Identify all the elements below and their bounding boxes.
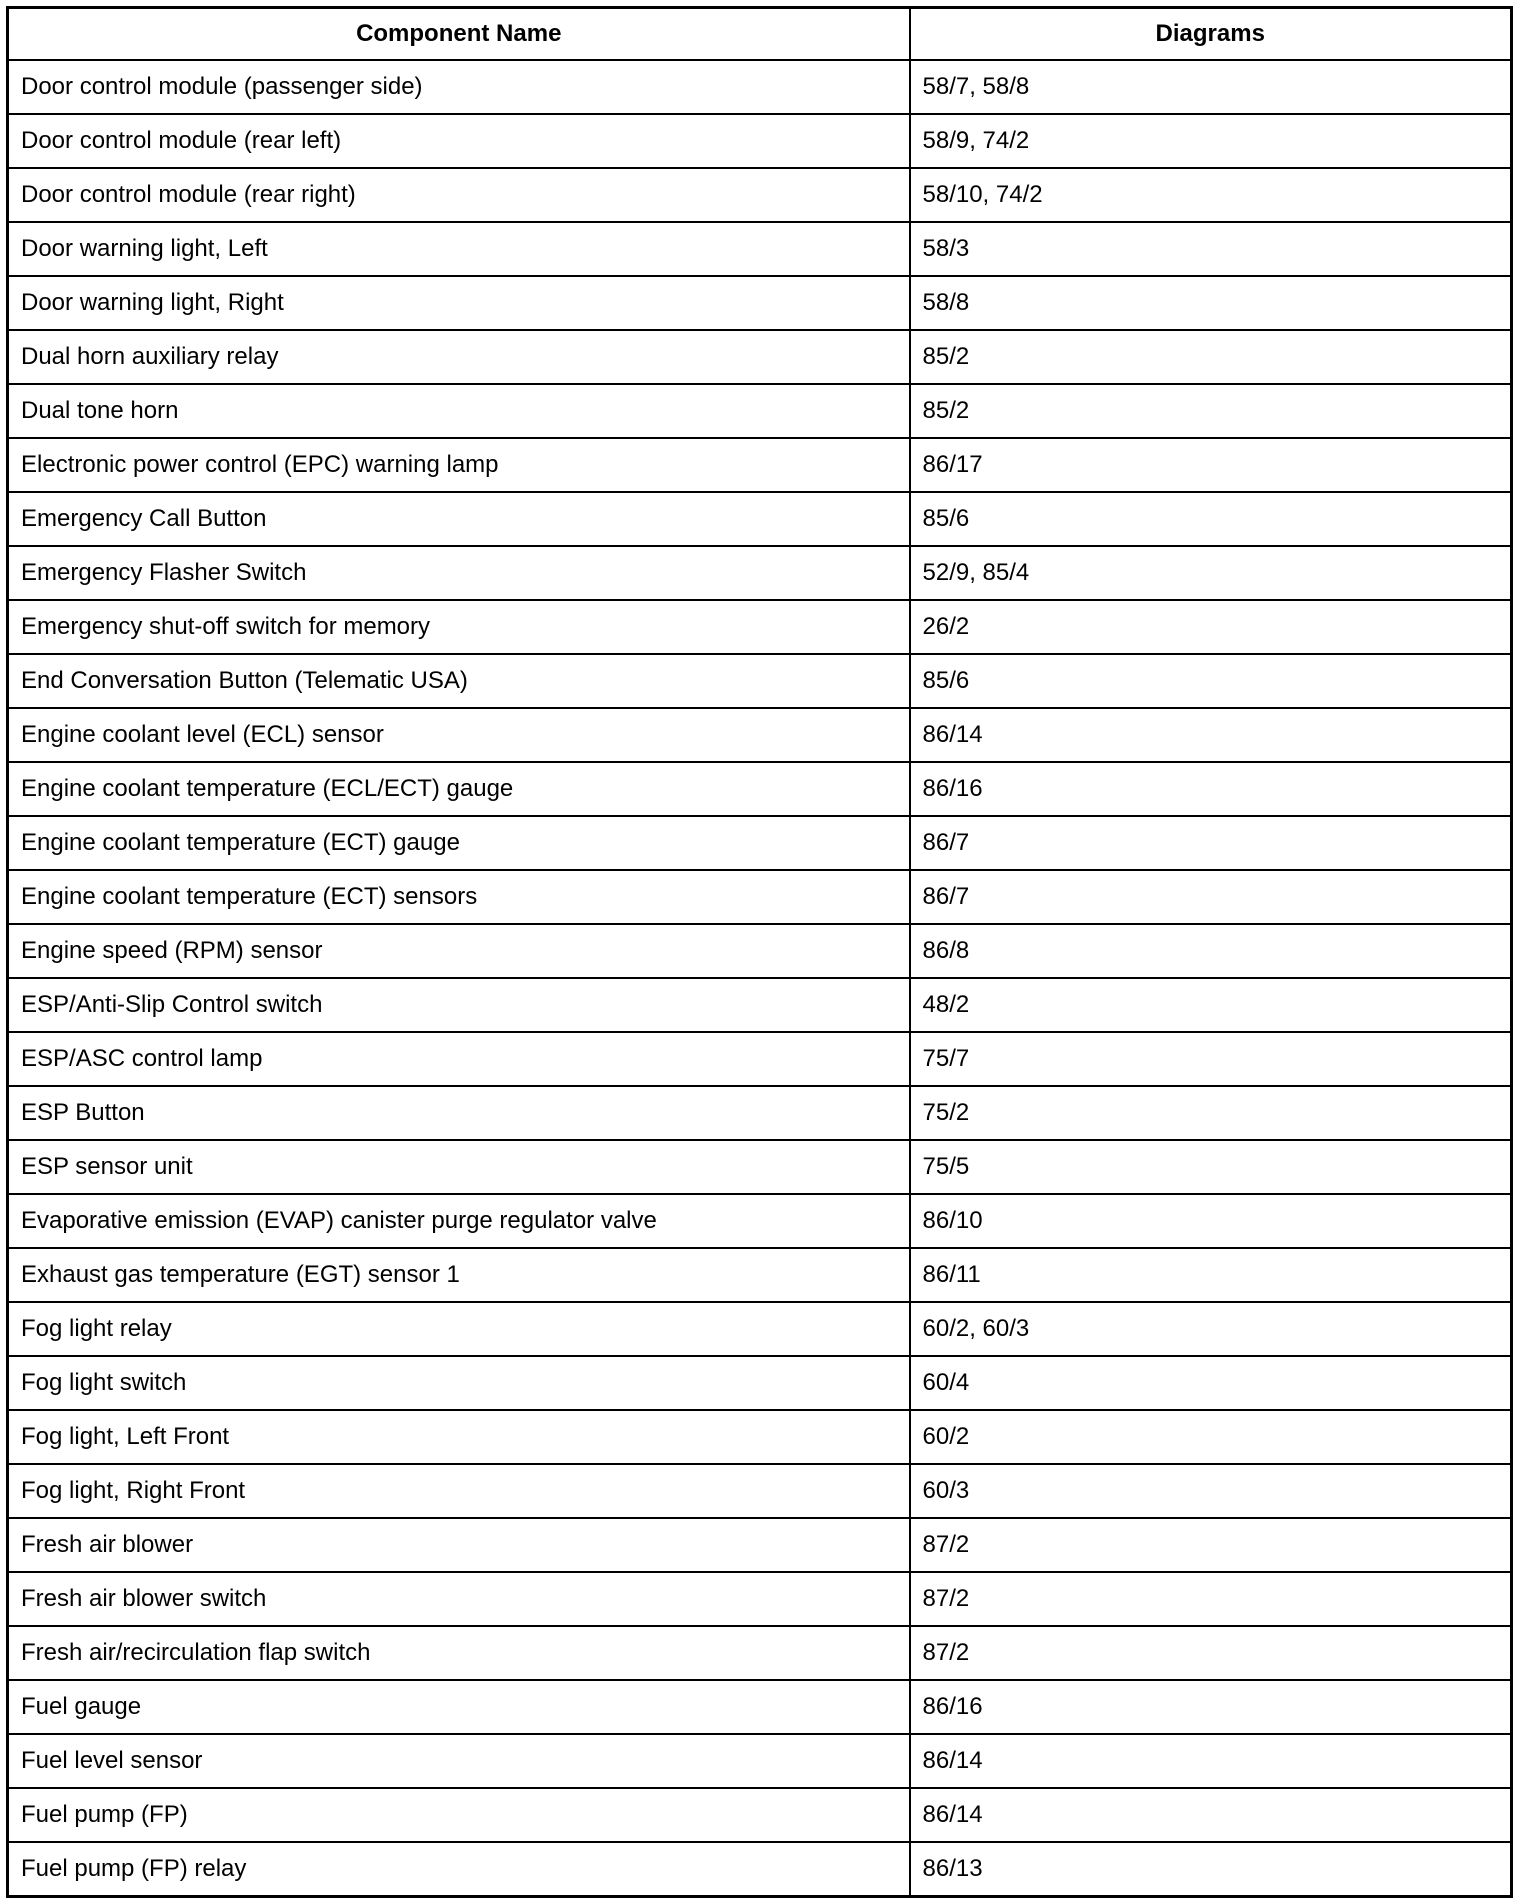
component-name-cell: Fog light relay: [8, 1302, 910, 1356]
diagrams-cell: 58/8: [910, 276, 1512, 330]
component-name-cell: Emergency Flasher Switch: [8, 546, 910, 600]
table-row: [8, 762, 1512, 816]
component-name-cell: Emergency Call Button: [8, 492, 910, 546]
table-row: [8, 1464, 1512, 1518]
component-name-cell: Fuel pump (FP): [8, 1788, 910, 1842]
table-row: [8, 1356, 1512, 1410]
component-name-cell: Door warning light, Right: [8, 276, 910, 330]
table-row: [8, 168, 1512, 222]
diagrams-cell: 60/4: [910, 1356, 1512, 1410]
table-row: [8, 1032, 1512, 1086]
component-name-cell: Fog light switch: [8, 1356, 910, 1410]
diagrams-cell: 52/9, 85/4: [910, 546, 1512, 600]
table-row: [8, 1248, 1512, 1302]
table-row: [8, 1734, 1512, 1788]
diagrams-cell: 85/2: [910, 330, 1512, 384]
component-name-cell: Engine coolant temperature (ECT) sensors: [8, 870, 910, 924]
component-diagram-table: [6, 6, 1513, 1898]
table-row: [8, 654, 1512, 708]
table-row: [8, 1140, 1512, 1194]
diagrams-cell: 86/14: [910, 1734, 1512, 1788]
component-name-cell: ESP/ASC control lamp: [8, 1032, 910, 1086]
diagrams-cell: 48/2: [910, 978, 1512, 1032]
component-name-cell: Door control module (passenger side): [8, 60, 910, 114]
diagrams-cell: 60/3: [910, 1464, 1512, 1518]
diagrams-cell: 58/9, 74/2: [910, 114, 1512, 168]
component-name-cell: Fog light, Right Front: [8, 1464, 910, 1518]
table-row: [8, 438, 1512, 492]
table-row: [8, 222, 1512, 276]
component-name-cell: Evaporative emission (EVAP) canister purge regulator valve: [8, 1194, 910, 1248]
table-row: [8, 816, 1512, 870]
diagrams-cell: 85/6: [910, 492, 1512, 546]
diagrams-cell: 86/16: [910, 762, 1512, 816]
component-name-cell: Fresh air blower switch: [8, 1572, 910, 1626]
component-name-cell: Dual horn auxiliary relay: [8, 330, 910, 384]
table-row: [8, 1518, 1512, 1572]
diagrams-cell: 86/13: [910, 1842, 1512, 1897]
component-name-cell: Fuel gauge: [8, 1680, 910, 1734]
diagrams-cell: 58/7, 58/8: [910, 60, 1512, 114]
table-row: [8, 924, 1512, 978]
table-row: [8, 1680, 1512, 1734]
component-name-cell: Engine coolant level (ECL) sensor: [8, 708, 910, 762]
component-name-cell: Door control module (rear left): [8, 114, 910, 168]
diagrams-cell: 86/17: [910, 438, 1512, 492]
table-row: [8, 708, 1512, 762]
table-row: [8, 1572, 1512, 1626]
component-name-cell: Fog light, Left Front: [8, 1410, 910, 1464]
table-row: [8, 1410, 1512, 1464]
diagrams-cell: 75/7: [910, 1032, 1512, 1086]
table-body: [8, 60, 1512, 1897]
table-row: [8, 384, 1512, 438]
component-name-header: Component Name: [8, 8, 910, 61]
diagrams-cell: 75/2: [910, 1086, 1512, 1140]
diagrams-cell: 26/2: [910, 600, 1512, 654]
component-name-cell: Emergency shut-off switch for memory: [8, 600, 910, 654]
diagrams-cell: 75/5: [910, 1140, 1512, 1194]
diagrams-cell: 86/14: [910, 1788, 1512, 1842]
table-row: [8, 600, 1512, 654]
diagrams-cell: 86/14: [910, 708, 1512, 762]
component-name-cell: ESP Button: [8, 1086, 910, 1140]
table-row: [8, 1842, 1512, 1897]
diagrams-cell: 60/2: [910, 1410, 1512, 1464]
diagrams-cell: 86/10: [910, 1194, 1512, 1248]
table-row: [8, 1086, 1512, 1140]
component-name-cell: ESP sensor unit: [8, 1140, 910, 1194]
component-name-cell: Fuel pump (FP) relay: [8, 1842, 910, 1897]
diagrams-cell: 87/2: [910, 1518, 1512, 1572]
diagrams-cell: 60/2, 60/3: [910, 1302, 1512, 1356]
diagrams-cell: 86/16: [910, 1680, 1512, 1734]
table-row: [8, 276, 1512, 330]
component-name-cell: Fresh air/recirculation flap switch: [8, 1626, 910, 1680]
table-row: [8, 870, 1512, 924]
table-row: [8, 330, 1512, 384]
component-name-cell: End Conversation Button (Telematic USA): [8, 654, 910, 708]
diagrams-cell: 85/6: [910, 654, 1512, 708]
table-header: [8, 8, 1512, 61]
component-name-cell: Fuel level sensor: [8, 1734, 910, 1788]
table-row: [8, 546, 1512, 600]
diagrams-cell: 86/7: [910, 816, 1512, 870]
component-name-cell: Door warning light, Left: [8, 222, 910, 276]
table-row: [8, 1626, 1512, 1680]
table-row: [8, 1194, 1512, 1248]
diagrams-cell: 86/8: [910, 924, 1512, 978]
component-name-cell: ESP/Anti-Slip Control switch: [8, 978, 910, 1032]
diagrams-cell: 86/7: [910, 870, 1512, 924]
diagrams-cell: 86/11: [910, 1248, 1512, 1302]
component-name-cell: Door control module (rear right): [8, 168, 910, 222]
component-name-cell: Engine coolant temperature (ECT) gauge: [8, 816, 910, 870]
diagrams-cell: 85/2: [910, 384, 1512, 438]
component-name-cell: Engine coolant temperature (ECL/ECT) gauge: [8, 762, 910, 816]
component-name-cell: Dual tone horn: [8, 384, 910, 438]
table-row: [8, 978, 1512, 1032]
diagrams-cell: 58/3: [910, 222, 1512, 276]
table-row: [8, 114, 1512, 168]
diagrams-cell: 87/2: [910, 1572, 1512, 1626]
table-row: [8, 60, 1512, 114]
component-name-cell: Exhaust gas temperature (EGT) sensor 1: [8, 1248, 910, 1302]
table-row: [8, 492, 1512, 546]
diagrams-cell: 58/10, 74/2: [910, 168, 1512, 222]
diagrams-header: Diagrams: [910, 8, 1512, 61]
header-row: [8, 8, 1512, 61]
component-name-cell: Electronic power control (EPC) warning lamp: [8, 438, 910, 492]
diagrams-cell: 87/2: [910, 1626, 1512, 1680]
table-row: [8, 1302, 1512, 1356]
component-name-cell: Engine speed (RPM) sensor: [8, 924, 910, 978]
table-row: [8, 1788, 1512, 1842]
component-name-cell: Fresh air blower: [8, 1518, 910, 1572]
